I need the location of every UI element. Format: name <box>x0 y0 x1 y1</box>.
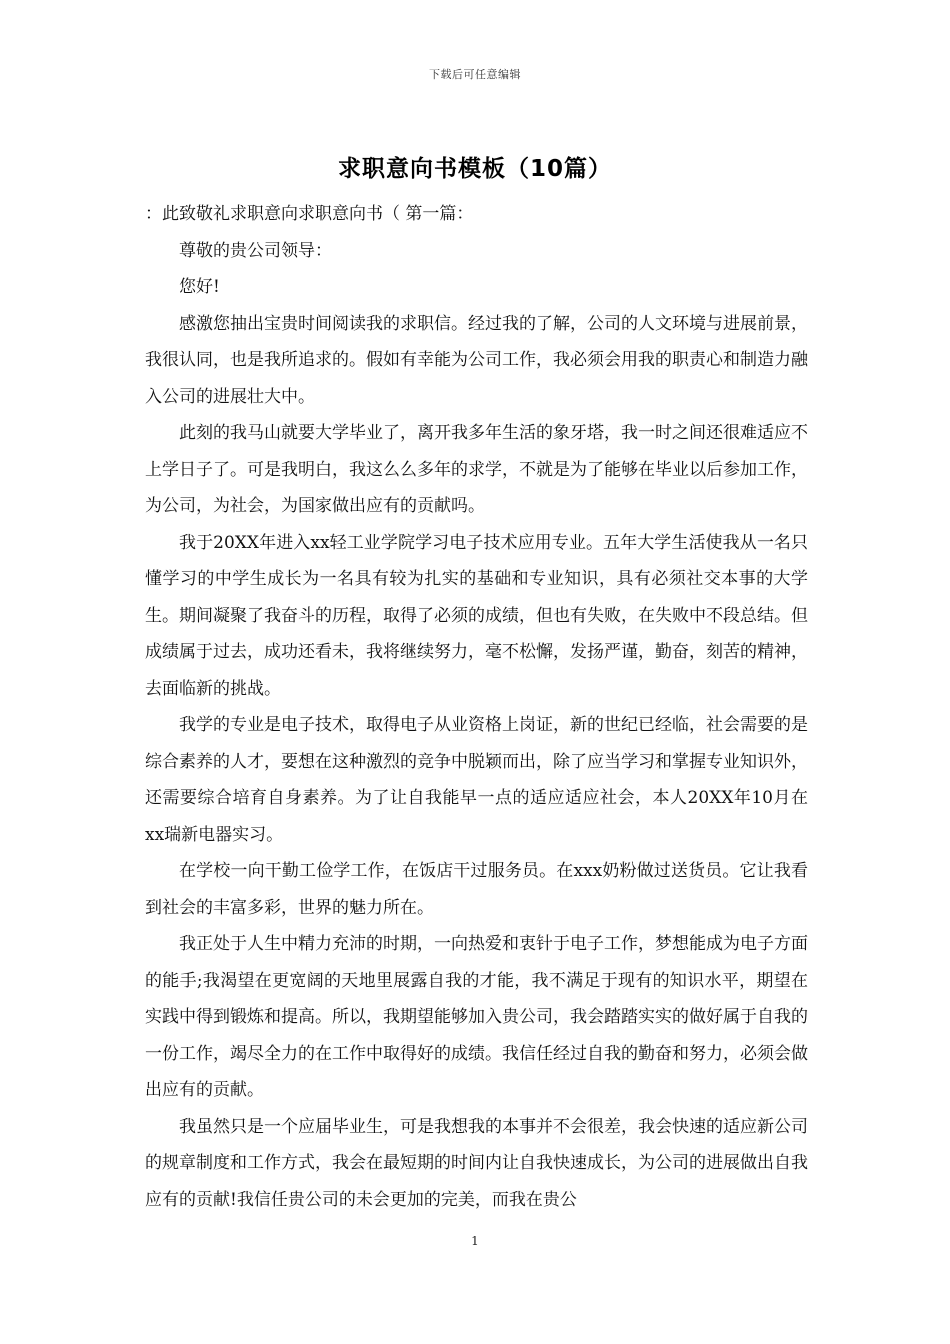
paragraph: 此刻的我马山就要大学毕业了，离开我多年生活的象牙塔，我一时之间还很难适应不上学日子了。可是我明白，我这么么多年的求学，不就是为了能够在毕业以后参加工作，为公司，为社会，为国家做出应有的贡献吗。 <box>145 423 808 516</box>
subtitle-line: ：此致敬礼求职意向求职意向书（ 第一篇： <box>145 204 474 224</box>
salutation: 尊敬的贵公司领导： <box>179 240 332 261</box>
paragraph: 我学的专业是电子技术，取得电子从业资格上岗证，新的世纪已经临，社会需要的是综合素养的人才，要想在这种激烈的竞争中脱颖而出，除了应当学习和掌握专业知识外，还需要综合培育自身素养。为了让自我能早一点的适应适应社会，本人20XX年10月在xx瑞新电器实习。 <box>145 715 808 845</box>
paragraph: 感激您抽出宝贵时间阅读我的求职信。经过我的了解，公司的人文环境与进展前景，我很认同，也是我所追求的。假如有幸能为公司工作，我必须会用我的职责心和制造力融入公司的进展壮大中。 <box>145 313 808 407</box>
page-number: 1 <box>471 1234 479 1248</box>
paragraph: 我虽然只是一个应届毕业生，可是我想我的本事并不会很差，我会快速的适应新公司的规章制度和工作方式，我会在最短期的时间内让自我快速成长，为公司的进展做出自我应有的贡献!我信任贵公司的未会更加的完美，而我在贵公 <box>145 1116 808 1210</box>
greeting: 您好! <box>179 277 220 297</box>
paragraph: 我于20XX年进入xx轻工业学院学习电子技术应用专业。五年大学生活使我从一名只懂学习的中学生成长为一名具有较为扎实的基础和专业知识，具有必须社交本事的大学生。期间凝聚了我奋斗的历程，取得了必须的成绩，但也有失败，在失败中不段总结。但成绩属于过去，成功还看未，我将继续努力，毫不松懈，发扬严谨，勤奋，刻苦的精神，去面临新的挑战。 <box>145 532 808 699</box>
paragraph: 在学校一向干勤工俭学工作，在饭店干过服务员。在xxx奶粉做过送货员。它让我看到社会的丰富多彩，世界的魅力所在。 <box>145 861 808 918</box>
paragraph: 我正处于人生中精力充沛的时期，一向热爱和衷针于电子工作，梦想能成为电子方面的能手;我渴望在更宽阔的天地里展露自我的才能，我不满足于现有的知识水平，期望在实践中得到锻炼和提高。所以，我期望能够加入贵公司，我会踏踏实实的做好属于自我的一份工作，竭尽全力的在工作中取得好的成绩。我信任经过自我的勤奋和努力，必须会做出应有的贡献。 <box>145 934 808 1100</box>
document-body <box>145 196 808 1218</box>
document-title: 求职意向书模板（10篇） <box>337 156 612 182</box>
header-note: 下载后可任意编辑 <box>429 68 521 81</box>
